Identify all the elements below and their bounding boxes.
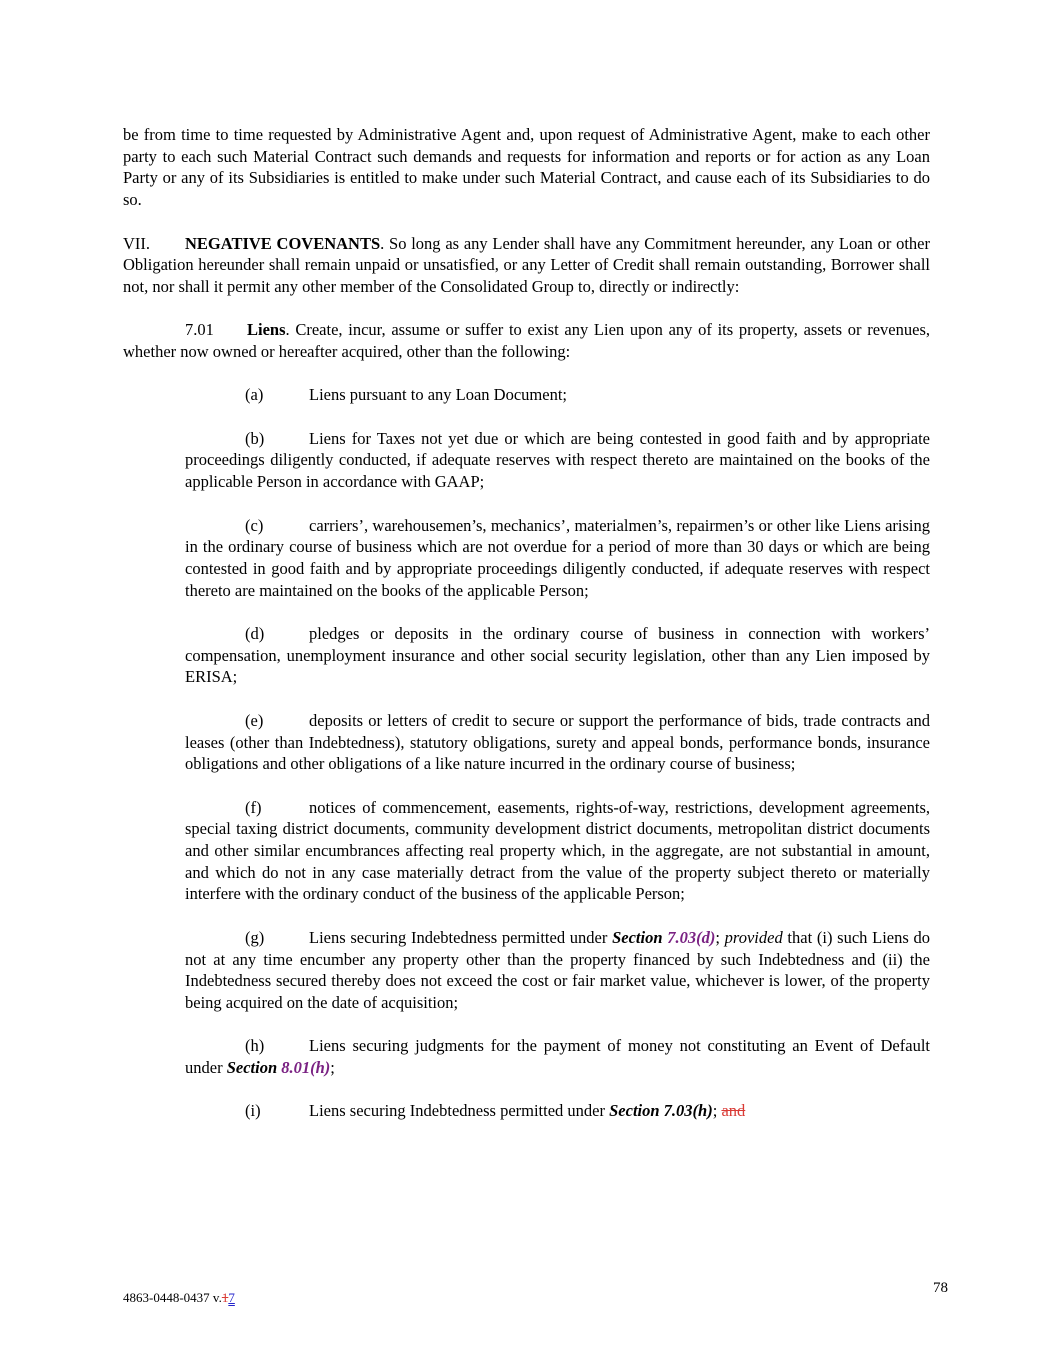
text-run: deposits or letters of credit to secure or support the performance of bids, trade contracts and leases (other than Indebtedness), statutory obligations, surety and appeal bonds, performance bonds, insurance obligations and other obligations of a like nature incurred in the ordinary course of business; (185, 710, 930, 774)
item-marker: (g) (245, 927, 265, 947)
article-heading: NEGATIVE COVENANTS (185, 233, 381, 253)
text-run: be from time to time requested by Administrative Agent and, upon request of Administrative Agent, make to each other party to each such Material Contract such demands and requests for information and reports or for action as any Loan Party or any of its Subsidiaries is entitled to make under such Material Contract, and cause each of its Subsidiaries to do so. (123, 125, 930, 210)
item-i (123, 1100, 930, 1122)
text-run: notices of commencement, easements, rights-of-way, restrictions, development agreements, special taxing district documents, community development district documents, metropolitan district documents and other similar encumbrances affecting real property which, in the aggregate, are not substantial in amount, and which do not in any case materially detract from the value of the property subject thereto or materially interfere with the ordinary conduct of the business of the applicable Person; (185, 797, 930, 904)
deleted-version: 1 (221, 1290, 229, 1305)
item-d (123, 623, 930, 688)
item-e (123, 710, 930, 775)
item-marker: (e) (245, 710, 264, 730)
text-run: Liens securing judgments for the payment of money not constituting an Event of Default under (185, 1036, 930, 1078)
text-run: ; (715, 927, 725, 947)
text-run: pledges or deposits in the ordinary course of business in connection with workers’ compensation, unemployment insurance and other social security legislation, other than any Lien imposed by ERISA; (185, 624, 930, 687)
text-run: . So long as any Lender shall have any Commitment hereunder, any Loan or other Obligation hereunder shall remain unpaid or unsatisfied, or any Letter of Credit shall remain outstanding, Borrower shall not, nor shall it permit any other member of the Consolidated Group to, directly or indirectly: (123, 233, 930, 296)
inserted-version: 7 (228, 1290, 235, 1305)
item-b (123, 428, 930, 493)
section-reference-label: Section 7.03(h) (609, 1101, 713, 1121)
text-run: that (i) such Liens do not at any time encumber any property other than the property financed by such Indebtedness and (ii) the Indebtedness secured thereby does not exceed the cost or fair market value, whichever is lower, of the property being acquired on the date of acquisition; (185, 927, 931, 1012)
item-marker: (i) (245, 1101, 261, 1121)
text-run: ; (712, 1101, 722, 1121)
provided-term: provided (724, 927, 783, 947)
item-marker: (d) (245, 624, 265, 644)
paragraph-intro (123, 124, 930, 211)
item-f (123, 797, 930, 906)
item-g (123, 927, 930, 1014)
article-number: VII. (123, 233, 151, 253)
section-reference-link: 8.01(h) (281, 1058, 331, 1078)
text-run: Liens for Taxes not yet due or which are being contested in good faith and by appropriate proceedings diligently conducted, if adequate reserves with respect thereto are maintained on the books of the applicable Person in accordance with GAAP; (185, 428, 930, 492)
section-number: 7.01 (185, 320, 214, 340)
item-marker: (h) (245, 1036, 265, 1056)
page-number: 78 (933, 1280, 948, 1296)
item-marker: (a) (245, 385, 264, 405)
section-reference-label: Section (612, 927, 668, 947)
section-reference-link: 7.03(d) (667, 927, 716, 947)
text-run: ; (330, 1058, 335, 1078)
section-7-01 (123, 319, 930, 362)
text-run: Liens securing Indebtedness permitted under (309, 927, 613, 947)
item-marker: (b) (245, 428, 265, 448)
document-body (123, 124, 930, 1144)
footer-doc-id (123, 1290, 235, 1306)
deleted-text: and (721, 1101, 746, 1121)
text-run: . Create, incur, assume or suffer to exist any Lien upon any of its property, assets or revenues, whether now owned or hereafter acquired, other than the following: (123, 320, 930, 361)
doc-id-text: 4863-0448-0437 v. (123, 1290, 222, 1305)
item-a (123, 384, 930, 406)
text-run: Liens securing Indebtedness permitted under (309, 1101, 610, 1121)
item-h (123, 1035, 930, 1078)
text-run: Liens pursuant to any Loan Document; (309, 385, 567, 405)
paragraph-article-vii (123, 233, 930, 298)
item-marker: (c) (245, 515, 264, 535)
section-heading: Liens (247, 320, 286, 340)
item-marker: (f) (245, 797, 262, 817)
section-reference-label: Section (226, 1058, 282, 1078)
text-run: carriers’, warehousemen’s, mechanics’, materialmen’s, repairmen’s or other like Liens arising in the ordinary course of business which are not overdue for a period of more than 30 days or which are being contested in good faith and by appropriate proceedings diligently conducted, if adequate reserves with respect thereto are maintained on the books of the applicable Person; (185, 515, 930, 600)
item-c (123, 515, 930, 602)
